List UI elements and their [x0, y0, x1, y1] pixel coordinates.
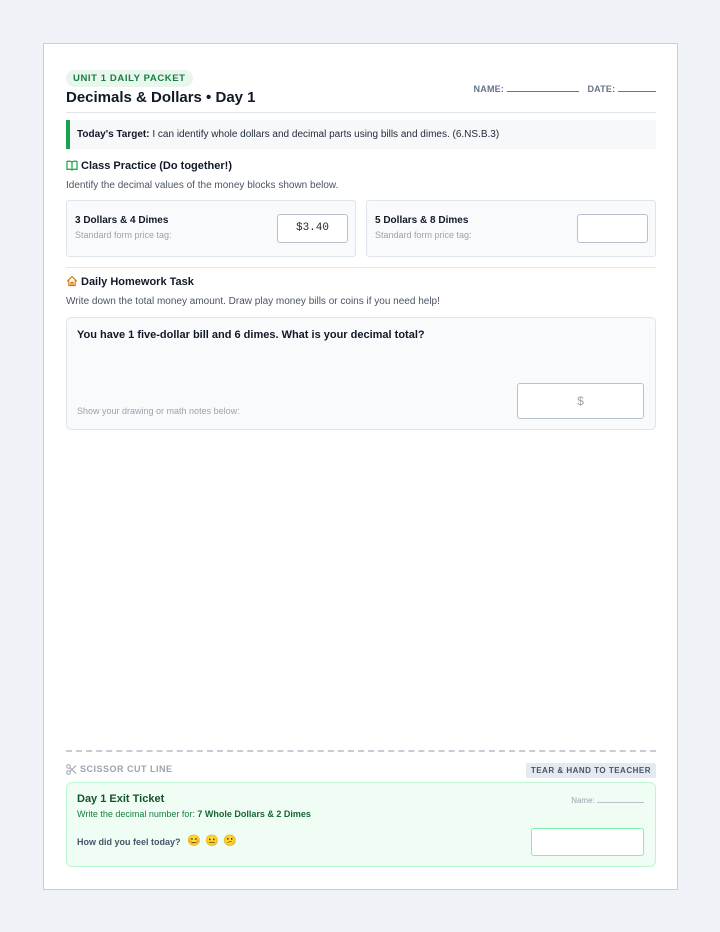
name-blank[interactable]: [507, 83, 579, 92]
neutral-emoji-icon[interactable]: 😐: [205, 835, 219, 847]
homework-answer-box[interactable]: $: [517, 383, 644, 419]
practice-card-title: 3 Dollars & 4 Dimes: [75, 215, 169, 226]
exit-answer-box[interactable]: [531, 828, 644, 856]
page-header: [66, 70, 656, 112]
cut-label-text: SCISSOR CUT LINE: [80, 764, 173, 774]
name-date-fields: [474, 83, 656, 94]
target-text: I can identify whole dollars and decimal parts using bills and dimes. (6.NS.B.3): [152, 129, 500, 140]
practice-card: [66, 200, 356, 257]
exit-prompt-value: 7 Whole Dollars & 2 Dimes: [197, 809, 311, 819]
target-banner: [66, 120, 656, 149]
worksheet-page: [43, 43, 678, 890]
date-blank[interactable]: [618, 83, 656, 92]
homework-card: [66, 317, 656, 430]
feel-label: How did you feel today?: [77, 837, 181, 847]
confused-emoji-icon[interactable]: 😕: [223, 835, 237, 847]
name-label: NAME:: [473, 84, 505, 94]
exit-ticket-title: Day 1 Exit Ticket: [77, 793, 165, 805]
tear-badge: TEAR & HAND TO TEACHER: [526, 763, 656, 778]
book-icon: [66, 160, 78, 171]
price-tag-answer[interactable]: $3.40: [277, 214, 348, 243]
practice-card-subtitle: Standard form price tag:: [75, 230, 172, 240]
exit-prompt-prefix: Write the decimal number for:: [77, 809, 195, 819]
class-practice-description: Identify the decimal values of the money blocks shown below.: [66, 180, 339, 191]
section-divider: [66, 267, 656, 268]
house-icon: [66, 275, 78, 287]
scissors-icon: [66, 764, 77, 775]
exit-name-label: Name:: [571, 796, 595, 805]
unit-pill: UNIT 1 DAILY PACKET: [66, 70, 193, 87]
exit-name-field: [571, 795, 644, 805]
price-tag-answer[interactable]: [577, 214, 648, 243]
homework-note: Show your drawing or math notes below:: [77, 406, 240, 416]
practice-card-title: 5 Dollars & 8 Dimes: [375, 215, 469, 226]
target-label: Today's Target:: [77, 129, 150, 140]
exit-name-blank[interactable]: [597, 795, 644, 803]
homework-title: Daily Homework Task: [81, 276, 194, 288]
homework-heading: [66, 275, 194, 289]
exit-ticket: [66, 782, 656, 867]
page-title: Decimals & Dollars • Day 1: [66, 89, 256, 106]
happy-emoji-icon[interactable]: 😊: [187, 835, 201, 847]
cut-label: [66, 764, 173, 775]
homework-question: You have 1 five-dollar bill and 6 dimes. What is your decimal total?: [77, 329, 425, 341]
date-label: DATE:: [587, 84, 616, 94]
class-practice-title: Class Practice (Do together!): [81, 160, 232, 172]
class-practice-heading: [66, 159, 232, 173]
homework-description: Write down the total money amount. Draw play money bills or coins if you need help!: [66, 296, 440, 307]
practice-card-subtitle: Standard form price tag:: [375, 230, 472, 240]
scissor-cut-line: [66, 750, 656, 752]
exit-ticket-prompt: [77, 809, 311, 819]
practice-card: [366, 200, 656, 257]
header-divider: [66, 112, 656, 113]
